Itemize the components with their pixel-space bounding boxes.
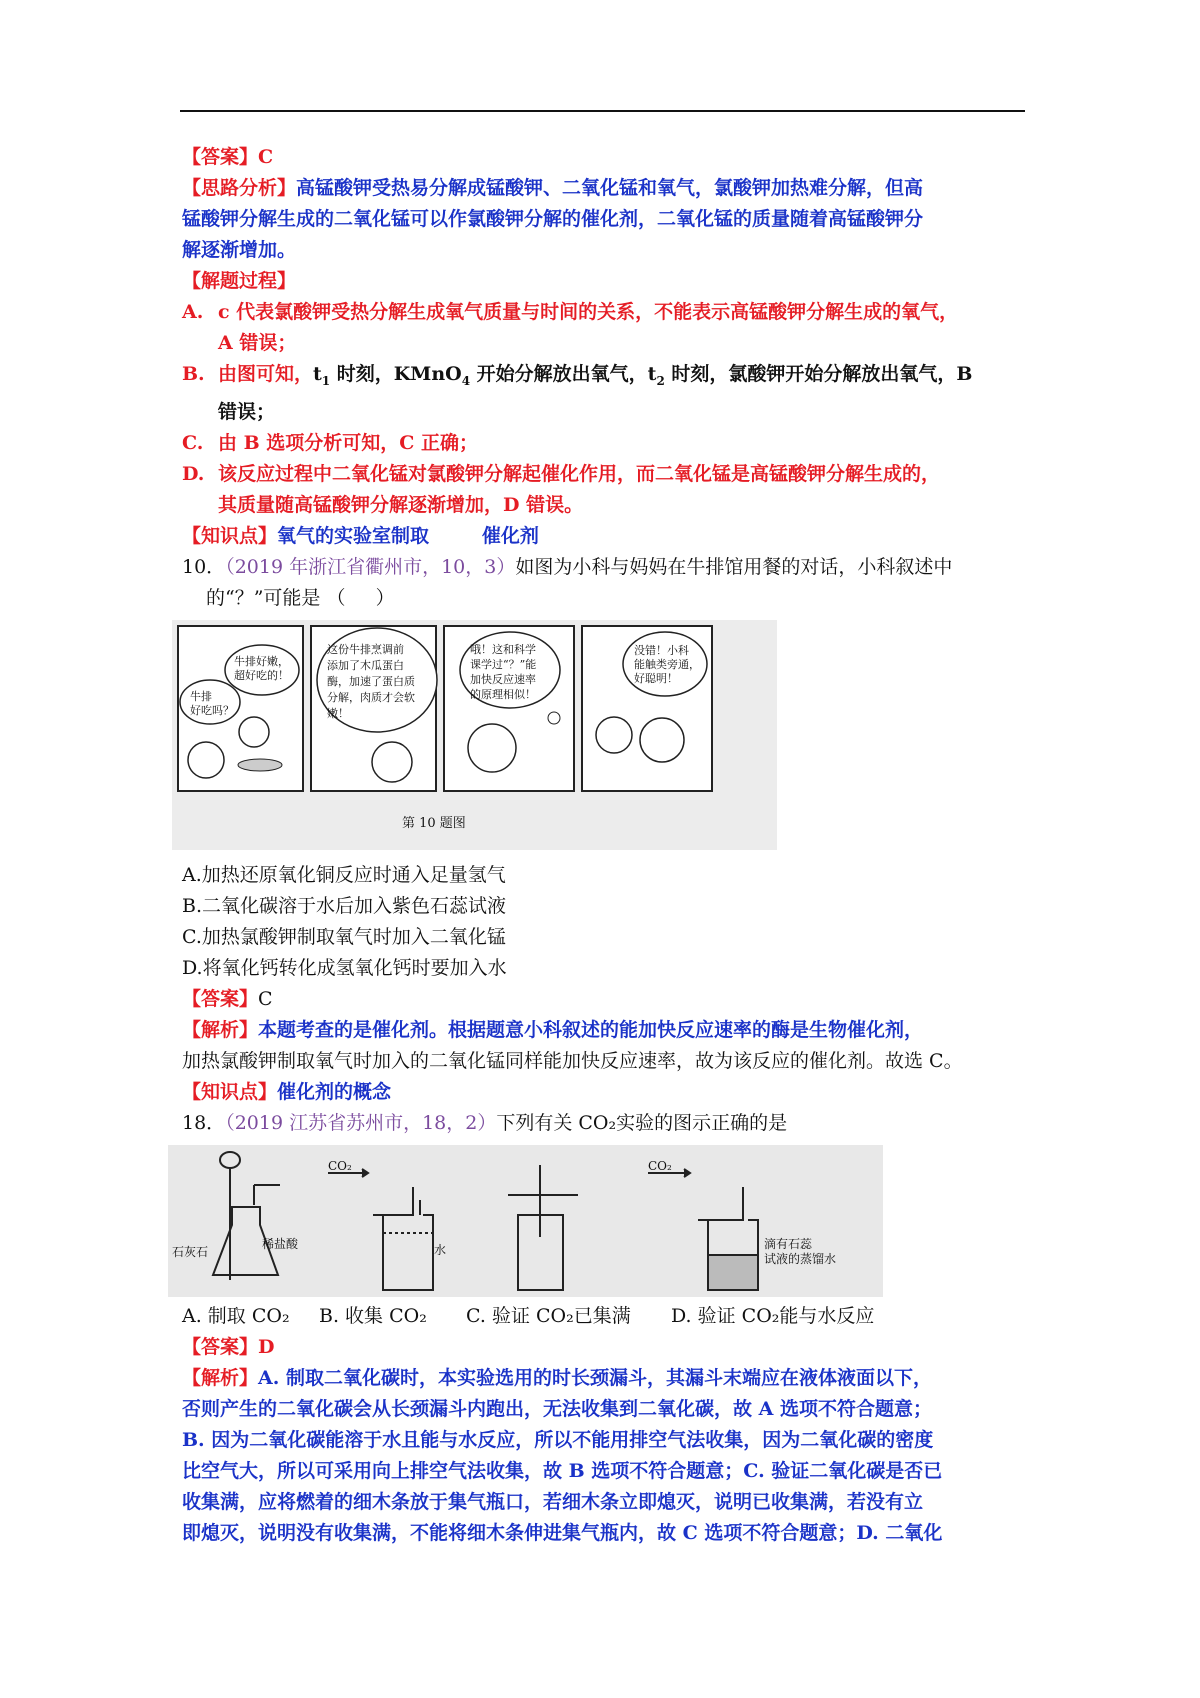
jiexi-2-line-5: 收集满，应将燃着的细木条放于集气瓶口，若细木条立即熄灭，说明已收集满，若没有立 — [182, 1490, 924, 1513]
answer-2-label: 【答案】 — [182, 987, 259, 1010]
opt-b-part-2: 时刻，KMnO — [330, 363, 462, 385]
opt-d-key: D. — [182, 462, 205, 485]
jiexi-1-label: 【解析】 — [182, 1018, 259, 1041]
q10-options — [182, 860, 1027, 984]
q18-text: 下列有关 CO₂实验的图示正确的是 — [496, 1111, 788, 1134]
opt-b-kmno4-sub: 4 — [461, 373, 471, 388]
q18-number: 18． — [182, 1111, 226, 1134]
analysis-line-3: 解逐渐增加。 — [182, 239, 297, 261]
jiexi-2-line-3: B. 因为二氧化碳能溶于水且能与水反应，所以不能用排空气法收集，因为二氧化碳的密度 — [182, 1428, 934, 1451]
answer-1-label: 【答案】 — [182, 146, 259, 168]
q18-caption-c: C. 验证 CO₂已集满 — [466, 1304, 631, 1327]
jiexi-2-line-2: 否则产生的二氧化碳会从长颈漏斗内跑出，无法收集到二氧化碳，故 A 选项不符合题意； — [182, 1397, 932, 1420]
opt-b-t1-sub: 1 — [321, 373, 331, 388]
answer-2-value: C — [258, 987, 273, 1010]
comic-caption: 第 10 题图 — [402, 815, 466, 831]
jiexi-1 — [182, 1015, 1027, 1077]
opt-a-line-1: c 代表氯酸钾受热分解生成氧气质量与时间的关系，不能表示高锰酸钾分解生成的氧气， — [218, 301, 959, 323]
p1-bubble-b: 牛排 好吃吗？ — [190, 689, 234, 717]
analysis-label: 【思路分析】 — [182, 177, 297, 199]
process-option-c — [182, 428, 1027, 459]
answer-1-value: C — [258, 146, 274, 168]
document-page — [172, 142, 1027, 1549]
jiexi-2-line-4: 比空气大，所以可采用向上排空气法收集，故 B 选项不符合题意；C. 验证二氧化碳是否已 — [182, 1459, 943, 1482]
q10-option-d: D.将氧化钙转化成氢氧化钙时要加入水 — [182, 956, 507, 979]
jiexi-2-line-1: A. 制取二氧化碳时，本实验选用的时长颈漏斗，其漏斗末端应在液体液面以下， — [258, 1366, 932, 1389]
kp1-text: 氧气的实验室制取 催化剂 — [277, 524, 539, 547]
label-co2-d: CO₂ — [648, 1158, 672, 1173]
process-option-b — [182, 359, 1027, 428]
p1-bubble-a: 牛排好嫩， 超好吃的！ — [234, 654, 289, 682]
q18-source: （2019 江苏省苏州市，18，2） — [225, 1111, 497, 1134]
comic-figure — [172, 620, 777, 850]
knowledge-point-1 — [182, 521, 1027, 552]
opt-b-line-2: 错误； — [218, 400, 276, 423]
q10-option-c: C.加热氯酸钾制取氧气时加入二氧化锰 — [182, 925, 506, 948]
opt-b-part-1: 由图可知， — [218, 363, 314, 385]
opt-b-t2: t — [647, 363, 657, 385]
jiexi-2 — [182, 1363, 1027, 1549]
process-option-a — [182, 297, 1027, 359]
header-rule — [180, 110, 1025, 112]
jiexi-1-line-2: 加热氯酸钾制取氧气时加入的二氧化锰同样能加快反应速率，故为该反应的催化剂。故选 C。 — [182, 1049, 963, 1072]
opt-d-line-2: 其质量随高锰酸钾分解逐渐增加，D 错误。 — [218, 493, 584, 516]
q10-option-a: A.加热还原氧化铜反应时通入足量氢气 — [182, 863, 506, 886]
analysis-line-2: 锰酸钾分解生成的二氧化锰可以作氯酸钾分解的催化剂，二氧化锰的质量随着高锰酸钾分 — [182, 208, 924, 230]
opt-b-part-3: 开始分解放出氧气， — [470, 363, 648, 385]
jiexi-1-line-1: 本题考查的是催化剂。根据题意小科叙述的能加快反应速率的酶是生物催化剂， — [258, 1018, 924, 1041]
q10-source: （2019 年浙江省衢州市，10，3） — [225, 555, 516, 578]
opt-a-line-2: A 错误； — [218, 332, 297, 354]
opt-b-part-4: 时刻，氯酸钾开始分解放出氧气，B — [664, 363, 973, 385]
q10-line-2: 的“？”可能是 （ ） — [206, 586, 395, 609]
knowledge-point-2 — [182, 1077, 1027, 1108]
q18-caption-a: A. 制取 CO₂ — [182, 1304, 290, 1327]
p3-bubble: 哦！这和科学 课学过“？”能 加快反应速率 的原理相似！ — [470, 642, 537, 701]
q10-option-b: B.二氧化碳溶于水后加入紫色石蕊试液 — [182, 894, 507, 917]
q10-line-1: 如图为小科与妈妈在牛排馆用餐的对话，小科叙述中 — [515, 555, 953, 578]
opt-b-key: B. — [182, 363, 205, 385]
question-18 — [182, 1108, 1027, 1139]
opt-c-text: 由 B 选项分析可知，C 正确； — [218, 431, 479, 454]
analysis-line-1: 高锰酸钾受热易分解成锰酸钾、二氧化锰和氧气，氯酸钾加热难分解，但高 — [296, 177, 924, 199]
label-limestone: 石灰石 — [172, 1244, 209, 1259]
opt-b-t2-sub: 2 — [656, 373, 665, 388]
opt-d-line-1: 该反应过程中二氧化锰对氯酸钾分解起催化作用，而二氧化锰是高锰酸钾分解生成的， — [218, 462, 941, 485]
process-option-d — [182, 459, 1027, 521]
label-litmus: 滴有石蕊 试液的蒸馏水 — [764, 1236, 837, 1266]
kp2-text: 催化剂的概念 — [277, 1080, 392, 1103]
kp2-label: 【知识点】 — [182, 1080, 278, 1103]
answer-3 — [182, 1332, 1027, 1363]
p2-bubble: 这份牛排烹调前 添加了木瓜蛋白 酶，加速了蛋白质 分解，肉质才会软 嫩！ — [327, 642, 415, 720]
label-co2-b: CO₂ — [328, 1158, 352, 1173]
label-dilute-acid: 稀盐酸 — [262, 1236, 299, 1251]
kp1-label: 【知识点】 — [182, 524, 278, 547]
p4-bubble: 没错！小科 能触类旁通， 好聪明！ — [634, 643, 700, 685]
answer-2 — [182, 984, 1027, 1015]
opt-b-t1: t — [313, 363, 322, 385]
answer-3-value: D — [258, 1335, 275, 1358]
q18-caption-b: B. 收集 CO₂ — [319, 1304, 427, 1327]
lab-apparatus-figure — [168, 1145, 883, 1297]
opt-a-key: A. — [182, 301, 204, 323]
process-label: 【解题过程】 — [182, 270, 297, 292]
label-water: 水 — [434, 1242, 447, 1257]
q10-number: 10． — [182, 555, 226, 578]
answer-3-label: 【答案】 — [182, 1335, 259, 1358]
analysis-block — [182, 173, 1027, 266]
opt-c-key: C. — [182, 431, 204, 454]
q18-caption-d: D. 验证 CO₂能与水反应 — [671, 1304, 875, 1327]
q18-captions — [182, 1301, 1027, 1332]
jiexi-2-label: 【解析】 — [182, 1366, 259, 1389]
answer-1 — [182, 142, 1027, 173]
question-10 — [182, 552, 1027, 614]
jiexi-2-line-6: 即熄灭，说明没有收集满，不能将细木条伸进集气瓶内，故 C 选项不符合题意；D. 二氧化 — [182, 1521, 943, 1544]
